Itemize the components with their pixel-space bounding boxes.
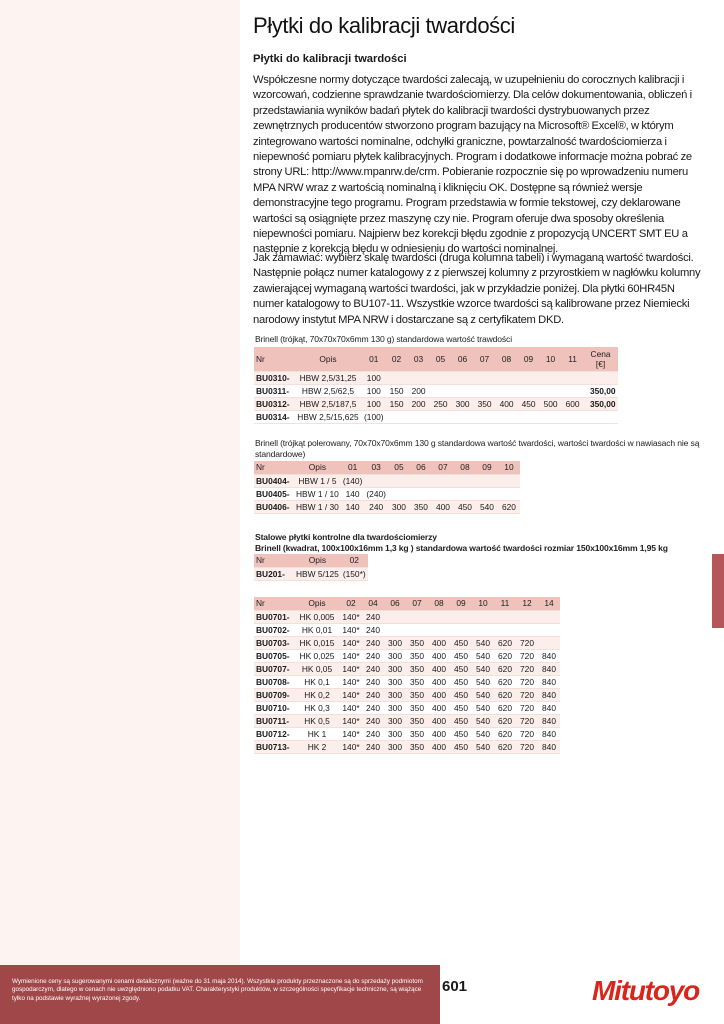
description-cell: HBW 1 / 10 — [296, 488, 339, 499]
value-cell — [408, 371, 430, 384]
value-cell: 350 — [406, 662, 428, 675]
catalog-number-cell: BU0709- — [254, 688, 294, 701]
description-cell: HK 2 — [294, 740, 340, 753]
value-cell: 840 — [538, 675, 560, 688]
column-header: Opis — [294, 347, 362, 371]
column-header: Cena [€] — [584, 347, 618, 371]
value-cell: 450 — [518, 397, 540, 410]
value-cell — [476, 474, 498, 487]
description-cell: HK 0,5 — [294, 714, 340, 727]
column-header: 08 — [428, 597, 450, 610]
value-cell: 140* — [340, 688, 362, 701]
value-cell — [540, 384, 562, 397]
description-cell: HBW 1 / 5 — [294, 474, 341, 487]
value-cell: 400 — [428, 714, 450, 727]
value-cell — [428, 610, 450, 623]
value-cell: 350,00 — [584, 397, 618, 410]
value-cell — [410, 487, 432, 500]
value-cell: 150 — [386, 384, 408, 397]
disclaimer-text: Wymienione ceny są sugerowanymi cenami detalicznymi (ważne do 31 maja 2014). Wszystkie produkty przeznaczone są do sprzedaży podmiotom gospodarczym, dlatego w cenach nie uwzględniono podatku VAT. Charakterystyki produktów, w szczególności specyfikacje techniczne, są wiążące tylko na podstawie wyraźnej wyrażonej zgody. — [12, 978, 423, 1002]
catalog-number-cell: BU0710- — [254, 701, 294, 714]
column-header: 06 — [384, 597, 406, 610]
value-cell — [538, 636, 560, 649]
value-cell: 300 — [384, 662, 406, 675]
value-cell — [430, 384, 452, 397]
table-row — [254, 384, 618, 397]
value-cell: 240 — [362, 610, 384, 623]
column-header: 06 — [410, 461, 432, 474]
value-cell: 720 — [516, 740, 538, 753]
catalog-number-cell: BU0702- — [254, 623, 294, 636]
value-cell: 350 — [406, 636, 428, 649]
value-cell: 300 — [384, 714, 406, 727]
table-header-row — [254, 347, 618, 371]
table-row — [254, 688, 560, 701]
page-title: Płytki do kalibracji twardości — [253, 13, 515, 38]
value-cell: 720 — [516, 636, 538, 649]
intro-paragraph: Współczesne normy dotyczące twardości zalecają, w uzupełnieniu do corocznych kalibracji i wzorcowań, codzienne sprawdzanie twardościomierzy. Dla celów dokumentowania, obliczeń i przedstawiania wyników badań płytek do kalibracji twardości dystrybuowanych przez zewnętrznych producentów stworzono program bazujący na Microsoft® Excel®, w którym zintegrowano wartości nominalne, odchyłki graniczne, powtarzalność twardościomierza i niepewność pomiaru płytek kalibracyjnych. Program i dodatkowe informacje można pobrać ze strony URL: http://www.mpanrw.de/crm. Pobieranie rozpocznie się po wprowadzeniu numeru MPA NRW wraz z wartością nominalną i kliknięciu OK. Dostępne są również wersje demonstracyjne tego programu. Program przedstawia w formie tekstowej, czy deklarowane wartości są osiągnięte przez maszynę czy nie. Program oferuje dwa sposoby określenia niepewności pomiaru. Najpierw bez korekcji błędu zgodnie z propozycją UNCERT SMT EU a następnie z korekcją błędu w odniesieniu do wartości nominalnej. — [253, 74, 692, 256]
value-cell: 540 — [472, 649, 494, 662]
column-header: 14 — [538, 597, 560, 610]
value-cell: 300 — [388, 500, 410, 513]
value-cell: 400 — [432, 500, 454, 513]
value-cell: 240 — [362, 688, 384, 701]
value-cell — [494, 610, 516, 623]
table-header-row — [254, 554, 368, 567]
value-cell: 140* — [340, 701, 362, 714]
value-cell — [454, 487, 476, 500]
column-header: 11 — [562, 347, 584, 371]
value-cell — [384, 623, 406, 636]
value-cell — [406, 610, 428, 623]
value-cell: 620 — [494, 675, 516, 688]
value-cell: 450 — [454, 500, 476, 513]
column-header: 03 — [364, 461, 388, 474]
value-cell: 540 — [472, 636, 494, 649]
value-cell: 540 — [472, 740, 494, 753]
table3-caption-1: Stalowe płytki kontrolne dla twardościomierzy — [255, 532, 437, 542]
value-cell: 140 — [341, 487, 365, 500]
description-cell: HBW 2,5/15,625 — [294, 410, 362, 423]
value-cell: 620 — [494, 727, 516, 740]
value-cell: 620 — [494, 740, 516, 753]
description-cell: HBW 2,5/62,5 — [294, 384, 362, 397]
value-cell — [428, 623, 450, 636]
value-cell: 720 — [516, 701, 538, 714]
catalog-number-cell: BU0312- — [254, 397, 294, 410]
value-cell — [518, 371, 540, 384]
value-cell: 140* — [340, 623, 362, 636]
value-cell: 450 — [450, 688, 472, 701]
table-header-row — [254, 461, 520, 474]
value-cell: 300 — [384, 701, 406, 714]
catalog-number-cell: BU0712- — [254, 727, 294, 740]
value-cell: 540 — [472, 688, 494, 701]
table-row — [254, 610, 560, 623]
value-cell: 200 — [408, 397, 430, 410]
value-cell — [562, 410, 584, 423]
value-cell: 350 — [474, 397, 496, 410]
value-cell: 540 — [472, 714, 494, 727]
catalog-number-cell: BU201- — [254, 567, 294, 580]
column-header: 03 — [408, 347, 430, 371]
value-cell: 720 — [516, 649, 538, 662]
catalog-number-cell: BU0713- — [254, 740, 294, 753]
value-cell — [474, 410, 496, 423]
value-cell: 620 — [498, 500, 520, 513]
value-cell: 400 — [496, 397, 518, 410]
value-cell — [518, 410, 540, 423]
column-header: 01 — [362, 347, 386, 371]
value-cell: 620 — [494, 636, 516, 649]
column-header: 02 — [386, 347, 408, 371]
value-cell: 350 — [410, 500, 432, 513]
value-cell: 140* — [340, 649, 362, 662]
value-cell: (240) — [366, 488, 386, 499]
value-cell: 400 — [428, 636, 450, 649]
value-cell: 400 — [428, 662, 450, 675]
value-cell: 450 — [450, 636, 472, 649]
column-header: 09 — [450, 597, 472, 610]
value-cell: 350 — [406, 675, 428, 688]
value-cell: 240 — [362, 714, 384, 727]
value-cell: 350 — [406, 714, 428, 727]
column-header: 08 — [496, 347, 518, 371]
value-cell — [496, 410, 518, 423]
value-cell: 150 — [386, 397, 408, 410]
value-cell: 140* — [340, 662, 362, 675]
value-cell: 450 — [450, 701, 472, 714]
value-cell — [432, 487, 454, 500]
table-row — [254, 371, 618, 384]
footer-disclaimer — [0, 965, 440, 1024]
value-cell: 350 — [406, 701, 428, 714]
column-header: 11 — [494, 597, 516, 610]
table-row — [254, 649, 560, 662]
column-header: 12 — [516, 597, 538, 610]
table-row — [254, 675, 560, 688]
value-cell: 540 — [472, 701, 494, 714]
value-cell: 540 — [472, 727, 494, 740]
description-cell: HK 0,005 — [294, 610, 340, 623]
value-cell — [410, 474, 432, 487]
column-header: 07 — [432, 461, 454, 474]
value-cell: 240 — [362, 675, 384, 688]
value-cell: 620 — [494, 688, 516, 701]
value-cell: 100 — [362, 384, 386, 397]
description-cell: HK 1 — [294, 727, 340, 740]
value-cell: (100) — [364, 411, 384, 422]
value-cell: 400 — [428, 675, 450, 688]
column-header: Nr — [254, 461, 294, 474]
column-header: 01 — [341, 461, 365, 474]
mitutoyo-logo: Mitutoyo — [592, 975, 700, 1006]
value-cell: 300 — [452, 397, 474, 410]
value-cell — [452, 384, 474, 397]
column-header: 07 — [406, 597, 428, 610]
value-cell: 240 — [362, 662, 384, 675]
column-header: 10 — [498, 461, 520, 474]
table-row — [254, 397, 618, 410]
value-cell: 720 — [516, 662, 538, 675]
left-margin-band — [0, 0, 240, 1024]
value-cell: 350 — [406, 727, 428, 740]
value-cell: 840 — [538, 662, 560, 675]
value-cell: 240 — [364, 500, 388, 513]
value-cell: 140* — [340, 636, 362, 649]
table-row — [254, 410, 618, 423]
value-cell: 350 — [406, 688, 428, 701]
table-row — [254, 701, 560, 714]
value-cell — [432, 474, 454, 487]
table3-caption-2: Brinell (kwadrat, 100x100x16mm 1,3 kg ) standardowa wartość twardości rozmiar 150x100x16mm 1,95 kg — [255, 543, 668, 553]
value-cell: 100 — [362, 397, 386, 410]
value-cell: 450 — [450, 662, 472, 675]
value-cell: 400 — [428, 740, 450, 753]
knoop-hk-table — [254, 597, 560, 754]
table-row — [254, 474, 520, 487]
value-cell: 140* — [340, 714, 362, 727]
catalog-number-cell: BU0707- — [254, 662, 294, 675]
value-cell: 840 — [538, 727, 560, 740]
value-cell: 720 — [516, 688, 538, 701]
catalog-number-cell: BU0711- — [254, 714, 294, 727]
description-cell: HK 0,015 — [294, 636, 340, 649]
table-row — [254, 727, 560, 740]
value-cell — [498, 474, 520, 487]
value-cell: 840 — [538, 714, 560, 727]
value-cell: 250 — [430, 397, 452, 410]
table-row — [254, 662, 560, 675]
value-cell: 240 — [362, 623, 384, 636]
catalog-number-cell: BU0405- — [254, 487, 294, 500]
value-cell: 620 — [494, 714, 516, 727]
column-header: 10 — [540, 347, 562, 371]
value-cell — [562, 384, 584, 397]
description-cell: HK 0,1 — [294, 675, 340, 688]
value-cell: 450 — [450, 727, 472, 740]
value-cell: 350,00 — [584, 384, 618, 397]
value-cell: 840 — [538, 701, 560, 714]
value-cell: 300 — [384, 740, 406, 753]
value-cell: 300 — [384, 636, 406, 649]
value-cell — [516, 623, 538, 636]
value-cell: 140* — [340, 727, 362, 740]
value-cell: 240 — [362, 649, 384, 662]
value-cell: (140) — [342, 475, 363, 486]
description-cell: HBW 2,5/187,5 — [294, 397, 362, 410]
description-cell: HK 0,05 — [294, 662, 340, 675]
value-cell: 450 — [450, 649, 472, 662]
catalog-number-cell: BU0404- — [254, 474, 294, 487]
value-cell: 840 — [538, 649, 560, 662]
column-header: Opis — [294, 554, 341, 567]
value-cell — [562, 371, 584, 384]
value-cell: 140* — [340, 610, 362, 623]
section-tab-marker — [712, 554, 724, 628]
value-cell: 500 — [540, 397, 562, 410]
value-cell — [388, 487, 410, 500]
description-cell: HK 0,01 — [294, 623, 340, 636]
value-cell: 240 — [362, 701, 384, 714]
value-cell: 720 — [516, 727, 538, 740]
value-cell — [430, 410, 452, 423]
value-cell — [494, 623, 516, 636]
catalog-number-cell: BU0705- — [254, 649, 294, 662]
column-header: Opis — [294, 461, 341, 474]
value-cell — [384, 610, 406, 623]
value-cell: 350 — [406, 649, 428, 662]
column-header: 07 — [474, 347, 496, 371]
value-cell: 300 — [384, 675, 406, 688]
catalog-number-cell: BU0708- — [254, 675, 294, 688]
value-cell — [452, 371, 474, 384]
table-header-row — [254, 597, 560, 610]
value-cell — [498, 487, 520, 500]
value-cell: (150*) — [342, 568, 366, 579]
column-header: Nr — [254, 554, 294, 567]
column-header: 09 — [518, 347, 540, 371]
column-header: 08 — [454, 461, 476, 474]
column-header: 10 — [472, 597, 494, 610]
value-cell — [472, 610, 494, 623]
value-cell: 840 — [538, 740, 560, 753]
value-cell: 240 — [362, 636, 384, 649]
value-cell — [430, 371, 452, 384]
column-header: 02 — [340, 597, 362, 610]
brinell-triangle-table — [254, 347, 618, 424]
steel-test-block-table — [254, 554, 368, 581]
value-cell — [474, 384, 496, 397]
catalog-number-cell: BU0311- — [254, 384, 294, 397]
table-row — [254, 567, 368, 580]
value-cell: 400 — [428, 649, 450, 662]
description-cell: HBW 2,5/31,25 — [294, 371, 362, 384]
page-number: 601 — [442, 978, 468, 995]
value-cell: 620 — [494, 649, 516, 662]
catalog-number-cell: BU0314- — [254, 410, 294, 423]
value-cell — [518, 384, 540, 397]
description-cell: HK 0,2 — [294, 688, 340, 701]
value-cell — [450, 623, 472, 636]
value-cell: 720 — [516, 714, 538, 727]
description-cell: HK 0,025 — [294, 649, 340, 662]
value-cell: 720 — [516, 675, 538, 688]
value-cell: 450 — [450, 740, 472, 753]
description-cell: HBW 5/125 — [296, 568, 339, 579]
table2-caption: Brinell (trójkąt polerowany, 70x70x70x6mm 130 g standardowa wartość twardości, wartości twardości w nawiasach nie są standardowe) — [255, 438, 700, 459]
value-cell: 400 — [428, 727, 450, 740]
description-cell: HBW 1 / 30 — [296, 501, 339, 512]
catalog-number-cell: BU0703- — [254, 636, 294, 649]
column-header: 02 — [341, 554, 368, 567]
value-cell — [584, 371, 618, 384]
value-cell: 300 — [384, 649, 406, 662]
value-cell: 240 — [362, 740, 384, 753]
value-cell: 540 — [472, 662, 494, 675]
value-cell — [584, 410, 618, 423]
value-cell — [496, 384, 518, 397]
catalog-number-cell: BU0406- — [254, 500, 294, 513]
column-header: 05 — [430, 347, 452, 371]
description-cell: HK 0,3 — [294, 701, 340, 714]
value-cell: 840 — [538, 688, 560, 701]
value-cell — [386, 410, 408, 423]
column-header: Nr — [254, 347, 294, 371]
value-cell: 400 — [428, 688, 450, 701]
value-cell — [476, 487, 498, 500]
table-row — [254, 623, 560, 636]
value-cell: 540 — [472, 675, 494, 688]
table-row — [254, 636, 560, 649]
value-cell: 140* — [340, 675, 362, 688]
value-cell — [454, 474, 476, 487]
value-cell: 600 — [562, 397, 584, 410]
table-row — [254, 714, 560, 727]
value-cell — [452, 410, 474, 423]
value-cell: 100 — [362, 371, 386, 384]
value-cell: 540 — [476, 500, 498, 513]
value-cell: 620 — [494, 662, 516, 675]
value-cell — [472, 623, 494, 636]
column-header: 06 — [452, 347, 474, 371]
column-header: Opis — [294, 597, 340, 610]
value-cell: 450 — [450, 675, 472, 688]
column-header: 04 — [362, 597, 384, 610]
ordering-paragraph: Jak zamawiać: wybierz skalę twardości (druga kolumna tabeli) i wymaganą wartość twardości. Następnie połącz numer katalogowy z z pierwszej kolumny z przyrostkiem w nagłówku kolumny zawierającej wymaganą wartości twardości, jak w przykładzie poniżej. Dla płytki 60HR45N numer katalogowy to BU107-11. Wszystkie wzorce twardości są kalibrowane przez Niemiecki narodowy instytut MPA NRW i dostarczane są z certyfikatem DKD. — [253, 252, 701, 326]
value-cell — [474, 371, 496, 384]
column-header: 09 — [476, 461, 498, 474]
table-row — [254, 500, 520, 513]
table1-caption: Brinell (trójkąt, 70x70x70x6mm 130 g) standardowa wartość trawdości — [255, 334, 512, 344]
value-cell: 140* — [340, 740, 362, 753]
value-cell — [364, 474, 388, 487]
value-cell: 450 — [450, 714, 472, 727]
value-cell — [540, 371, 562, 384]
value-cell — [408, 410, 430, 423]
value-cell — [538, 610, 560, 623]
catalog-number-cell: BU0310- — [254, 371, 294, 384]
value-cell — [388, 474, 410, 487]
value-cell — [516, 610, 538, 623]
value-cell — [538, 623, 560, 636]
value-cell — [406, 623, 428, 636]
value-cell: 620 — [494, 701, 516, 714]
value-cell: 300 — [384, 727, 406, 740]
value-cell: 240 — [362, 727, 384, 740]
brinell-polished-table — [254, 461, 520, 514]
value-cell: 400 — [428, 701, 450, 714]
value-cell: 140 — [341, 500, 365, 513]
value-cell — [496, 371, 518, 384]
value-cell: 350 — [406, 740, 428, 753]
section-subtitle: Płytki do kalibracji twardości — [253, 53, 407, 65]
table-row — [254, 740, 560, 753]
value-cell — [386, 371, 408, 384]
value-cell: 300 — [384, 688, 406, 701]
value-cell — [540, 410, 562, 423]
column-header: Nr — [254, 597, 294, 610]
value-cell: 200 — [408, 384, 430, 397]
catalog-number-cell: BU0701- — [254, 610, 294, 623]
table-row — [254, 487, 520, 500]
value-cell — [450, 610, 472, 623]
column-header: 05 — [388, 461, 410, 474]
